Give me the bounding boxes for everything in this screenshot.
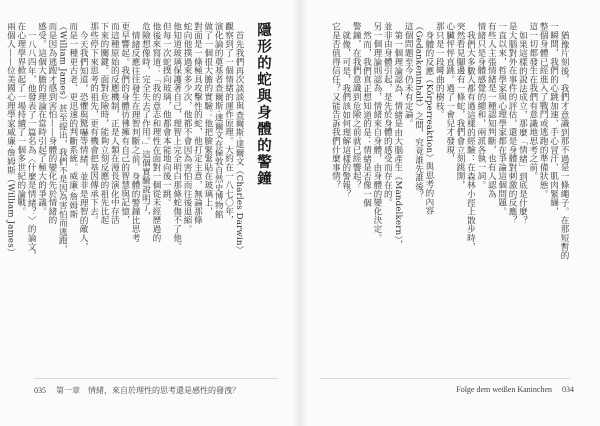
text-column: 另一個理論則認為，情緒來自身體，由身體的變化決定。: [371, 22, 382, 242]
text-column: 一八八四年，他發表了一篇名為〈什麼是情緒？〉的論文，: [26, 31, 37, 260]
text-column: 那些停下來思考的祖先，更有機會把基因傳承下去。: [88, 22, 99, 225]
text-column: 觀察到了一個情緒的運作原理。大約在一八七〇年，: [223, 22, 234, 225]
text-column: 在心理學界掀起了一場持續了一個多世紀的論戰。: [15, 22, 26, 216]
text-column: 蛇向他撲過來多少次，他都不會因為害怕而往後退縮。: [182, 22, 193, 234]
right-page: [300, 0, 600, 426]
text-column: 有些人主張情緒是一種認知判斷，也有人認為: [486, 22, 497, 198]
text-column: 一瞬間，我們的心跳加速、手心冒汗、肌肉緊繃，: [548, 22, 559, 216]
text-column: 他後來寫道：「我的意志和理性在面對一個從未經歷過的: [150, 22, 161, 242]
text-column: 而是因為逃跑才感到害怕——身體的變化先於情緒的: [46, 22, 57, 225]
left-footer: [34, 385, 240, 396]
text-column: 就像，可是，我們該如何理解這樣的警報？: [340, 31, 351, 199]
text-column: 整個身體已經進入了戰鬥或逃跑的準備狀態。: [538, 22, 549, 198]
right-text-block: [320, 22, 568, 374]
text-column: 它是否值得信任？又能告訴我們什麼事情？: [330, 22, 341, 190]
text-column: 感受。這個大膽的理論在當時引起了極大的爭議。: [36, 22, 47, 216]
text-column: 危險想像時，完全失去了作用。」這個實驗說明了，: [140, 22, 151, 221]
text-column: 而是一種更古老、更迅速的判斷系統。威廉‧詹姆斯: [67, 22, 78, 219]
running-head: Folge dem weißen Kaninchen: [456, 385, 552, 394]
text-column: 警鐘，在我們意識到危險之前就已經響起？: [351, 22, 362, 190]
text-column: 第一個理論認為，情緒是由大腦產生（Mandelkern），: [392, 31, 403, 249]
text-column: 今天我們知道，恐懼與驚嚇等情緒，並非是理智的敵人，: [78, 31, 89, 251]
text-column: 身體的反應（Körperreaktion）與思考的內容: [423, 31, 434, 215]
book-gutter: [292, 0, 308, 426]
footer-rule: [320, 378, 570, 379]
text-column: 下來的關鍵。面對危險時，能夠立刻反應的祖先比起: [98, 22, 109, 225]
page-number: 034: [562, 385, 574, 394]
text-column: 而這種原始的反應機制，正是人類在漫長演化中存活: [109, 22, 120, 225]
text-column: 如果這樣的說法成立，那麼「情緒」到底是什麼？: [517, 31, 528, 225]
text-column: 首先我們再次談談與查爾斯‧達爾文（Charles Darwin）: [234, 31, 244, 255]
text-column: 是大腦對外在事件的評估，還是身體對刺激的反應？: [507, 22, 518, 225]
text-column: 對面是一條極具攻擊性的蛇，他打定主意，無論那條: [192, 22, 203, 225]
text-column: 猶豫片刻後，我們才意識到那不過是一條繩子。在那短暫的: [559, 31, 569, 260]
footer-rule: [34, 378, 278, 379]
text-column: 一直以來，哲學家與心理學家都在爭論這個問題。: [496, 22, 507, 216]
right-footer: [456, 385, 574, 394]
text-column: 這一切都發生在我們有意識地思考之前。: [527, 22, 538, 181]
text-column: 然而，我們真正想知道的是：情緒是否像一個: [361, 31, 372, 207]
text-column: （William James）甚至提出，我們不是因為害怕而逃跑，: [57, 22, 68, 254]
text-column: 兩個人——位美國心理學家威廉‧詹姆斯（William James）: [5, 22, 16, 257]
running-head: 第一章 情緒，來自於理性的思考還是感性的發洩？: [56, 386, 240, 395]
text-column: 更早響起。我們的身體彷彿擁有自己的智慧與記憶，: [119, 22, 130, 225]
left-text-block: [5, 22, 280, 374]
section-heading: 隱形的蛇與身體的警鐘: [255, 22, 271, 187]
page-number: 035: [34, 386, 46, 395]
text-column: 但每一次蛇撲向玻璃，他都會本能地向後一跳。: [161, 22, 172, 207]
text-column: （Gedankeninhalt）之間，究竟誰先誰後？: [413, 22, 424, 200]
text-column: 做了一個很大膽的實驗：他把臉緊緊貼在玻璃上，: [202, 22, 213, 216]
text-column: 這個問題至今仍未有定論。: [403, 22, 414, 128]
text-column: 心臟怦怦直跳。過了一會兒才發現，: [444, 22, 455, 163]
text-column: 情緒反應往往發生在理智判斷之前，身體的警鐘比思考: [130, 31, 141, 243]
text-column: 那只是一段彎曲的樹枝。: [434, 22, 445, 119]
text-column: 演化論的奠基者查爾斯‧達爾文在倫敦自然史博物館: [213, 22, 224, 219]
text-column: 我們大多數人都有過這樣的經驗：在森林小徑上散步時，: [465, 31, 476, 251]
text-column: 並非由身體引起，是先於身體的感受而存在的。: [382, 22, 393, 207]
text-column: 突然看見腳邊有一條蛇，我們會立刻跳開，: [455, 22, 466, 190]
text-column: 他知道玻璃保護著自己，理智上完全明白那條蛇傷不了他。: [171, 22, 182, 251]
text-column: 情緒只是身體感覺的總和，兩派各執一詞。: [475, 22, 486, 190]
